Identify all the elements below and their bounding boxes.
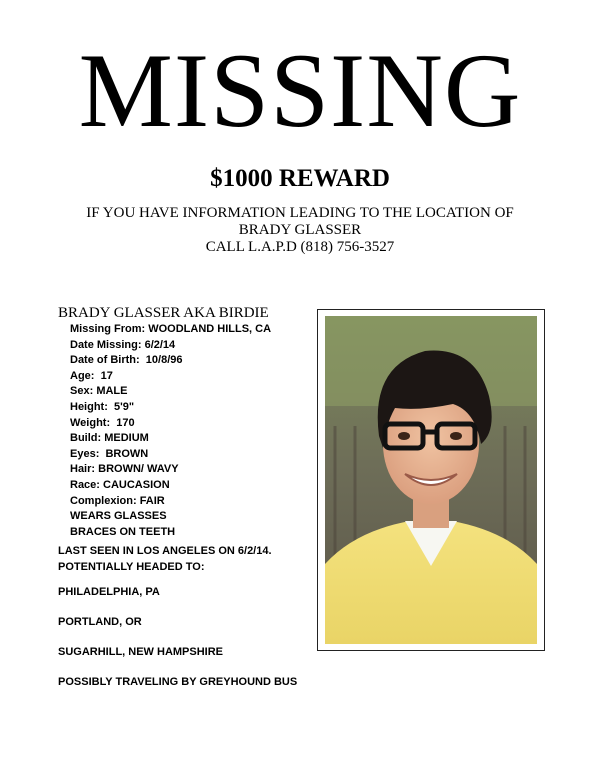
detail-age: [70, 369, 271, 385]
detail-value: BROWN: [105, 447, 149, 460]
destination-philadelphia: PHILADELPHIA, PA: [58, 586, 160, 598]
detail-height: [70, 400, 271, 416]
detail-value: BROWN/ WAVY: [98, 463, 179, 476]
person-photo: [325, 316, 537, 644]
info-line: IF YOU HAVE INFORMATION LEADING TO THE LOCATION OF: [86, 205, 514, 221]
detail-value: 170: [116, 416, 135, 429]
travel-note: POSSIBLY TRAVELING BY GREYHOUND BUS: [58, 676, 298, 688]
detail-missing-from: [70, 322, 271, 338]
destination-portland: PORTLAND, OR: [58, 616, 142, 628]
detail-label: Date Missing:: [70, 338, 142, 351]
detail-hair: [70, 462, 271, 478]
detail-weight: [70, 416, 271, 432]
detail-value: CAUCASION: [103, 478, 170, 491]
detail-label: Age:: [70, 369, 95, 382]
detail-label: Weight:: [70, 416, 111, 429]
person-name: BRADY GLASSER AKA BIRDIE: [58, 305, 269, 321]
detail-sex: [70, 384, 271, 400]
detail-eyes: [70, 447, 271, 463]
reward-heading: $1000 REWARD: [210, 165, 390, 192]
detail-value: MEDIUM: [104, 432, 149, 445]
detail-value: WOODLAND HILLS, CA: [148, 323, 272, 335]
detail-date-missing: [70, 338, 271, 354]
detail-value: 5'9": [114, 400, 135, 413]
detail-label: Date of Birth:: [70, 354, 140, 367]
info-line: BRADY GLASSER: [238, 222, 362, 238]
last-seen-block: [58, 544, 272, 575]
detail-glasses: WEARS GLASSES: [70, 510, 167, 523]
detail-label: Hair:: [70, 463, 96, 476]
person-details: [70, 322, 271, 540]
detail-value: MALE: [96, 385, 128, 398]
detail-label: Build:: [70, 432, 102, 445]
detail-label: Missing From:: [70, 323, 146, 335]
detail-label: Race:: [70, 478, 100, 491]
detail-value: 10/8/96: [145, 354, 183, 367]
detail-build: [70, 431, 271, 447]
detail-braces: BRACES ON TEETH: [70, 525, 176, 538]
detail-label: Eyes:: [70, 447, 100, 460]
detail-value: 6/2/14: [144, 338, 176, 351]
info-line: CALL L.A.P.D (818) 756-3527: [205, 239, 395, 255]
photo-frame: [317, 309, 545, 651]
detail-value: 17: [100, 369, 113, 382]
detail-label: Complexion:: [70, 494, 137, 507]
destination-sugarhill: SUGARHILL, NEW HAMPSHIRE: [58, 646, 223, 658]
headed-to-line: POTENTIALLY HEADED TO:: [58, 560, 205, 573]
detail-complexion: [70, 494, 271, 510]
contact-info: [0, 205, 600, 256]
poster-title: MISSING: [78, 32, 522, 149]
detail-date-of-birth: [70, 353, 271, 369]
last-seen-line: LAST SEEN IN LOS ANGELES ON 6/2/14.: [58, 545, 272, 557]
detail-value: FAIR: [139, 494, 165, 507]
detail-label: Sex:: [70, 385, 94, 398]
detail-race: [70, 478, 271, 494]
detail-label: Height:: [70, 400, 108, 413]
